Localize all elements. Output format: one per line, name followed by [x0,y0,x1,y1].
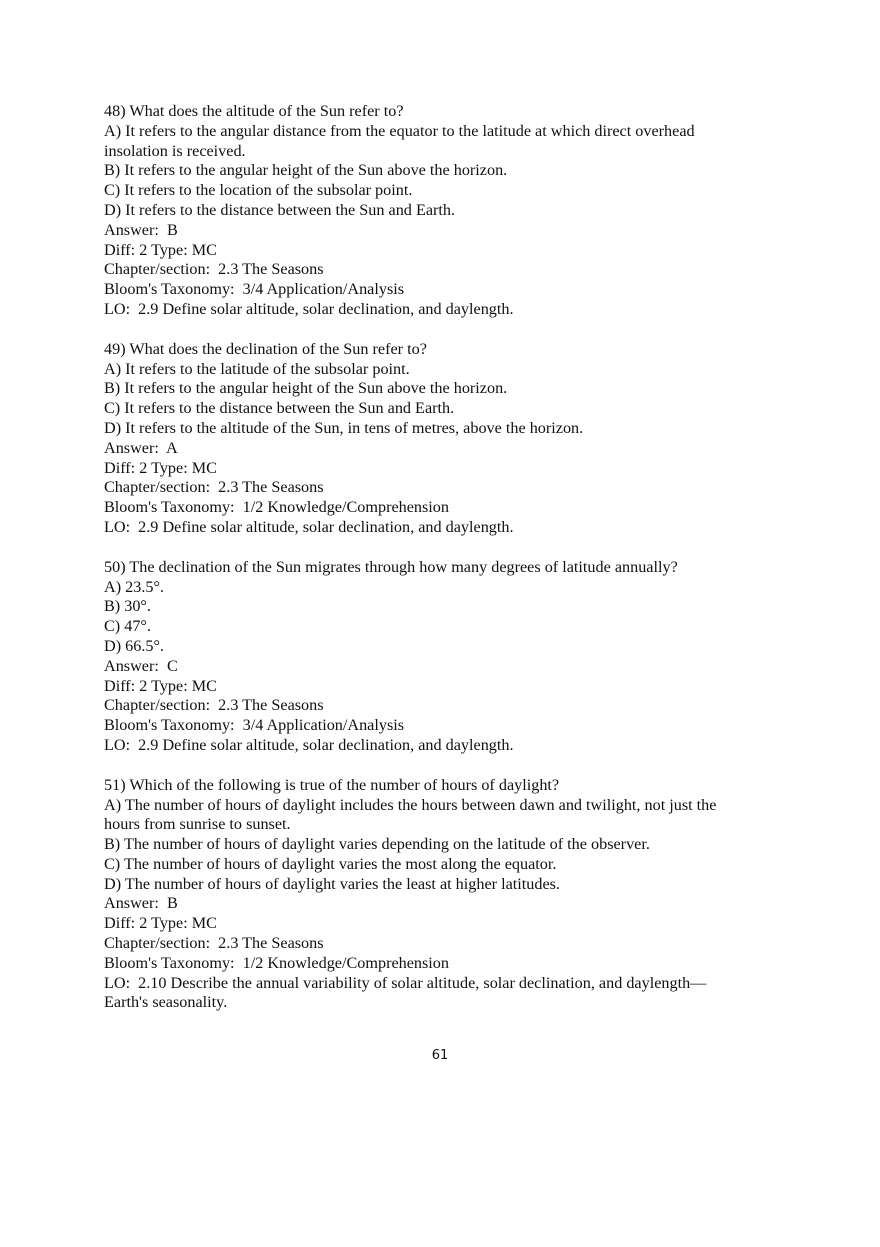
bloom-line: Bloom's Taxonomy: 1/2 Knowledge/Comprehension [104,498,449,517]
chapter-line: Chapter/section: 2.3 The Seasons [104,696,324,715]
option-d: D) The number of hours of daylight varies the least at higher latitudes. [104,874,560,893]
bloom-line: Bloom's Taxonomy: 3/4 Application/Analysis [104,716,405,735]
option-a-line-1: A) It refers to the angular distance from the equator to the latitude at which direct overhead [104,121,695,140]
option-a-line-1: A) The number of hours of daylight includes the hours between dawn and twilight, not just the [104,795,717,814]
answer-line: Answer: A [104,438,178,457]
question-51 [104,776,784,1014]
difficulty-line: Diff: 2 Type: MC [104,914,217,933]
option-d: D) It refers to the altitude of the Sun, in tens of metres, above the horizon. [104,418,584,437]
difficulty-line: Diff: 2 Type: MC [104,676,217,695]
question-stem: 49) What does the declination of the Sun refer to? [104,339,427,358]
question-48 [104,102,784,320]
option-b: B) It refers to the angular height of the Sun above the horizon. [104,161,508,180]
option-c: C) It refers to the location of the subsolar point. [104,181,413,200]
option-c: C) It refers to the distance between the Sun and Earth. [104,399,455,418]
option-a: A) It refers to the latitude of the subsolar point. [104,359,410,378]
learning-objective-line-1: LO: 2.10 Describe the annual variability of solar altitude, solar declination, and daylength— [104,973,707,992]
answer-line: Answer: C [104,656,178,675]
answer-line: Answer: B [104,220,178,239]
option-a-line-2: insolation is received. [104,141,246,160]
question-stem: 51) Which of the following is true of the number of hours of daylight? [104,775,560,794]
question-stem: 48) What does the altitude of the Sun refer to? [104,102,404,120]
answer-line: Answer: B [104,894,178,913]
difficulty-line: Diff: 2 Type: MC [104,240,217,259]
option-a: A) 23.5°. [104,577,164,596]
option-d: D) It refers to the distance between the Sun and Earth. [104,200,456,219]
option-c: C) 47°. [104,617,151,636]
option-b: B) The number of hours of daylight varies depending on the latitude of the observer. [104,835,650,854]
question-50 [104,558,784,756]
question-49 [104,340,784,538]
bloom-line: Bloom's Taxonomy: 3/4 Application/Analysis [104,280,405,299]
chapter-line: Chapter/section: 2.3 The Seasons [104,934,324,953]
option-b: B) It refers to the angular height of the Sun above the horizon. [104,379,508,398]
option-a-line-2: hours from sunrise to sunset. [104,815,291,834]
option-b: B) 30°. [104,597,151,616]
chapter-line: Chapter/section: 2.3 The Seasons [104,478,324,497]
bloom-line: Bloom's Taxonomy: 1/2 Knowledge/Comprehension [104,953,449,972]
learning-objective-line-2: Earth's seasonality. [104,993,228,1012]
option-c: C) The number of hours of daylight varies the most along the equator. [104,854,557,873]
chapter-line: Chapter/section: 2.3 The Seasons [104,260,324,279]
option-d: D) 66.5°. [104,636,164,655]
question-list [104,102,784,1033]
learning-objective-line: LO: 2.9 Define solar altitude, solar declination, and daylength. [104,735,514,754]
difficulty-line: Diff: 2 Type: MC [104,458,217,477]
learning-objective-line: LO: 2.9 Define solar altitude, solar declination, and daylength. [104,299,514,318]
learning-objective-line: LO: 2.9 Define solar altitude, solar declination, and daylength. [104,517,514,536]
question-stem: 50) The declination of the Sun migrates through how many degrees of latitude annually? [104,557,678,576]
page-number: 61 [431,1048,449,1063]
